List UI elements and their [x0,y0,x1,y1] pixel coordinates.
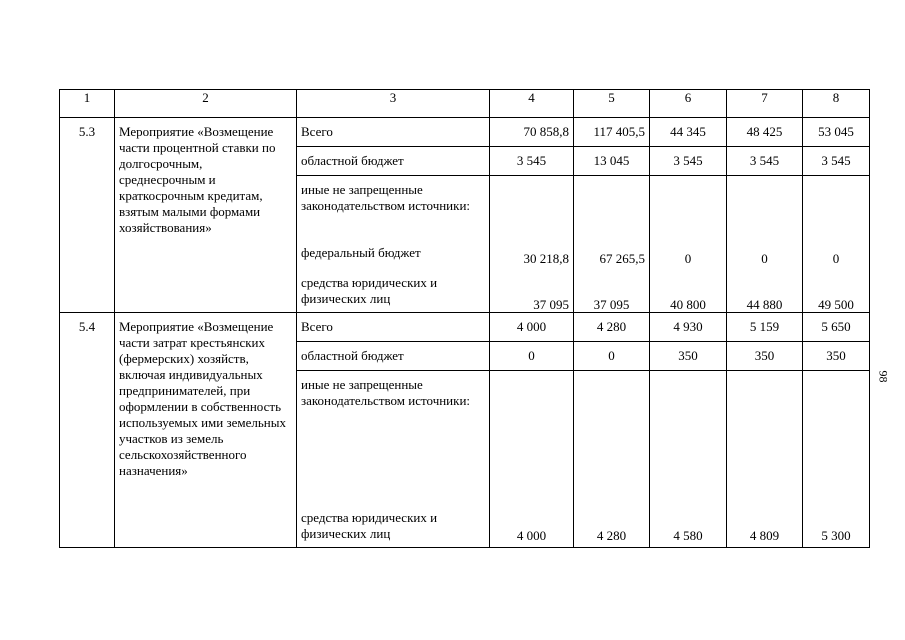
federal-value: 30 218,8 [523,251,569,266]
header-cell: 4 [490,90,574,118]
value-cell: 48 425 [727,118,803,147]
row-code: 5.4 [60,313,115,548]
value-cell: 44 345 [650,118,727,147]
header-row [60,90,870,118]
value-cell: 0 [490,342,574,371]
legal-value: 37 095 [593,297,630,312]
federal-value: 0 [761,251,768,266]
header-cell: 6 [650,90,727,118]
legal-value: 4 580 [673,528,703,543]
source-cell [297,176,490,313]
legal-value: 5 300 [821,528,851,543]
other-sources-label: иные не запрещенные законодательством источники: [301,182,471,213]
legal-value: 37 095 [533,297,569,312]
value-cell: 350 [727,342,803,371]
budget-table [59,89,870,548]
value-cell: 3 545 [490,147,574,176]
legal-value: 40 800 [670,297,706,312]
measure-description: Мероприятие «Возмещение части процентной ставки по долгосрочным, среднесрочным и краткосрочным кредитам, взятым малыми формами хозяйствования» [115,118,297,313]
table-row [60,118,870,147]
federal-label: федеральный бюджет [301,245,421,260]
legal-value: 4 280 [596,528,627,543]
value-cell: 5 159 [727,313,803,342]
value-cell: 3 545 [803,147,870,176]
legal-label: средства юридических и физических лиц [301,510,438,541]
value-cell: 3 545 [650,147,727,176]
page-number: 98 [876,370,891,383]
header-cell: 3 [297,90,490,118]
source-label: областной бюджет [297,147,490,176]
legal-value: 4 809 [749,528,780,543]
federal-value: 67 265,5 [599,251,645,266]
value-cell: 4 930 [650,313,727,342]
row-code: 5.3 [60,118,115,313]
legal-label: средства юридических и физических лиц [301,275,438,306]
legal-value: 49 500 [818,297,854,312]
value-cell: 350 [650,342,727,371]
value-cell [490,371,574,548]
header-cell: 2 [115,90,297,118]
value-cell: 5 650 [803,313,870,342]
value-cell: 4 000 [490,313,574,342]
value-cell [574,176,650,313]
value-cell [727,176,803,313]
measure-description: Мероприятие «Возмещение части затрат крестьянских (фермерских) хозяйств, включая индивидуальных предпринимателей, при оформлении в собственность используемых ими земельных участков из земель сельскохозяйственного назначения» [115,313,297,548]
value-cell: 70 858,8 [490,118,574,147]
value-cell: 4 280 [574,313,650,342]
header-cell: 5 [574,90,650,118]
source-label: Всего [297,118,490,147]
value-cell: 53 045 [803,118,870,147]
source-label: областной бюджет [297,342,490,371]
value-cell [803,371,870,548]
header-cell: 8 [803,90,870,118]
source-label: Всего [297,313,490,342]
value-cell [490,176,574,313]
legal-value: 4 000 [516,528,547,543]
header-cell: 7 [727,90,803,118]
other-sources-label: иные не запрещенные законодательством источники: [301,377,471,408]
federal-value: 0 [832,251,840,266]
value-cell [650,371,727,548]
value-cell [727,371,803,548]
value-cell: 13 045 [574,147,650,176]
legal-value: 44 880 [746,297,783,312]
value-cell [803,176,870,313]
value-cell: 117 405,5 [574,118,650,147]
federal-value: 0 [684,251,692,266]
value-cell: 0 [574,342,650,371]
value-cell: 3 545 [727,147,803,176]
header-cell: 1 [60,90,115,118]
source-cell [297,371,490,548]
value-cell [650,176,727,313]
value-cell [574,371,650,548]
value-cell: 350 [803,342,870,371]
table-row [60,313,870,342]
